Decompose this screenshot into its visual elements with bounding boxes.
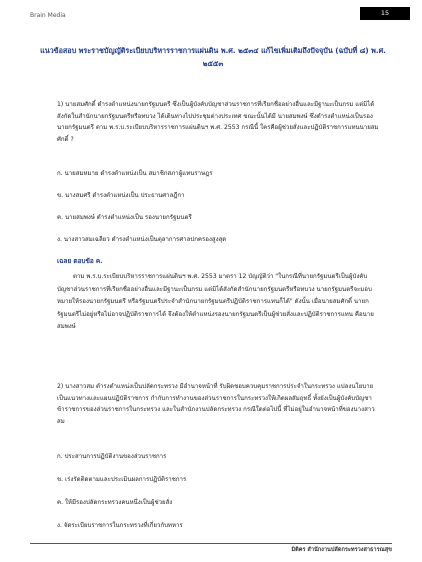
- question-2-option-b: ข. เร่งรัดติดตามและประเมินผลการปฏิบัติราชการ: [57, 476, 187, 483]
- answer-explanation: [57, 271, 379, 334]
- question-1-option-b: ข. นางสมศรี ดำรงตำแหน่งเป็น ประธานศาลฎีกา: [57, 192, 185, 199]
- footer-text: มิติคร สำนักงานปลัดกระทรวงสาธารณสุข: [291, 547, 392, 553]
- question-2-option-a: ก. ประสานการปฏิบัติงานของส่วนราชการ: [57, 453, 167, 460]
- footer-divider: [30, 543, 392, 544]
- question-2-text: 2) นางสาวสม ดำรงตำแหน่งเป็นปลัดกระทรวง มีอำนาจหน้าที่ รับผิดชอบควบคุมราชการประจำในกระทรวง แปลงนโยบายเป็นแนวทางและแผนปฏิบัติราชการ กำกับการทำงานของส่วนราชการในกระทรวงให้เกิดผลสัมฤทธิ์ ทั้งยังเป็นผู้บังคับบัญชาข้าราชการของส่วนราชการในกระทรวง และในสำนักงานปลัดกระทรวง กรณีใดต่อไปนี้ ที่ไม่อยู่ในอำนาจหน้าที่ของนางสาวสม: [57, 383, 375, 425]
- question-1-option-d: ง. นางสาวสมเฉลียว ดำรงตำแหน่งเป็นตุลาการศาลปกครองสูงสุด: [57, 236, 227, 243]
- question-1-text: 1) นายสมศักดิ์ ดำรงตำแหน่งนายกรัฐมนตรี ซึ่งเป็นผู้บังคับบัญชาส่วนราชการที่เรียกชื่ออย่างอื่นและมีฐานะเป็นกรม แต่มิได้สังกัดในสำนักนายกรัฐมนตรีหรือทบวง ได้เดินทางไปประชุมต่างประเทศ ขณะนั้นได้มี นายสมพงษ์ ซึ่งดำรงตำแหน่งเป็นรองนายกรัฐมนตรี ตาม พ.ร.บ.ระเบียบบริหารราชการแผ่นดินฯ พ.ศ. 2553 กรณีนี้ ใครคือผู้ช่วยสั่งและปฏิบัติราชการแทนนายสมศักดิ์ ?: [57, 101, 379, 143]
- question-2-option-c: ค. ให้มีรองปลัดกระทรวงคนหนึ่งเป็นผู้ช่วยสั่ง: [57, 499, 173, 506]
- page-number-badge: 15: [360, 7, 410, 20]
- question-1-option-a: ก. นายสมหมาย ดำรงตำแหน่งเป็น สมาชิกสภาผู้แทนราษฎร: [57, 170, 213, 177]
- question-2-option-d: ง. จัดระเบียบราชการในกระทรวงที่เกี่ยวกับทหาร: [57, 522, 183, 529]
- header-brand: Brain Media: [30, 12, 66, 19]
- question-1-option-c: ค. นายสมพงษ์ ดำรงตำแหน่งเป็น รองนายกรัฐมนตรี: [57, 214, 192, 221]
- document-title: แนวข้อสอบ พระราชบัญญัติระเบียบบริหารราชการแผ่นดิน พ.ศ. ๒๕๓๔ แก้ไขเพิ่มเติมถึงปัจจุบัน (ฉบับที่ ๘) พ.ศ. ๒๕๕๓: [40, 46, 386, 68]
- answer-label: เฉลย ตอบข้อ ค.: [57, 257, 103, 265]
- answer-explanation-text: ตาม พ.ร.บ.ระเบียบบริหารราชการแผ่นดินฯ พ.ศ. 2553 มาตรา 12 บัญญัติว่า "ในกรณีที่นายกรัฐมนตรีเป็นผู้บังคับบัญชาส่วนราชการที่เรียกชื่ออย่างอื่นและมีฐานะเป็นกรม แต่มิได้สังกัดสำนักนายกรัฐมนตรีหรือทบวง นายกรัฐมนตรีจะมอบหมายให้รองนายกรัฐมนตรี หรือรัฐมนตรีประจำสำนักนายกรัฐมนตรีปฏิบัติราชการแทนก็ได้" ดังนั้น เมื่อนายสมศักดิ์ นายกรัฐมนตรีไม่อยู่หรือไม่อาจปฏิบัติราชการได้ จึงต้องให้ตำแหน่งรองนายกรัฐมนตรีเป็นผู้ช่วยสั่งและปฏิบัติราชการแทน คือนายสมพงษ์: [57, 273, 374, 330]
